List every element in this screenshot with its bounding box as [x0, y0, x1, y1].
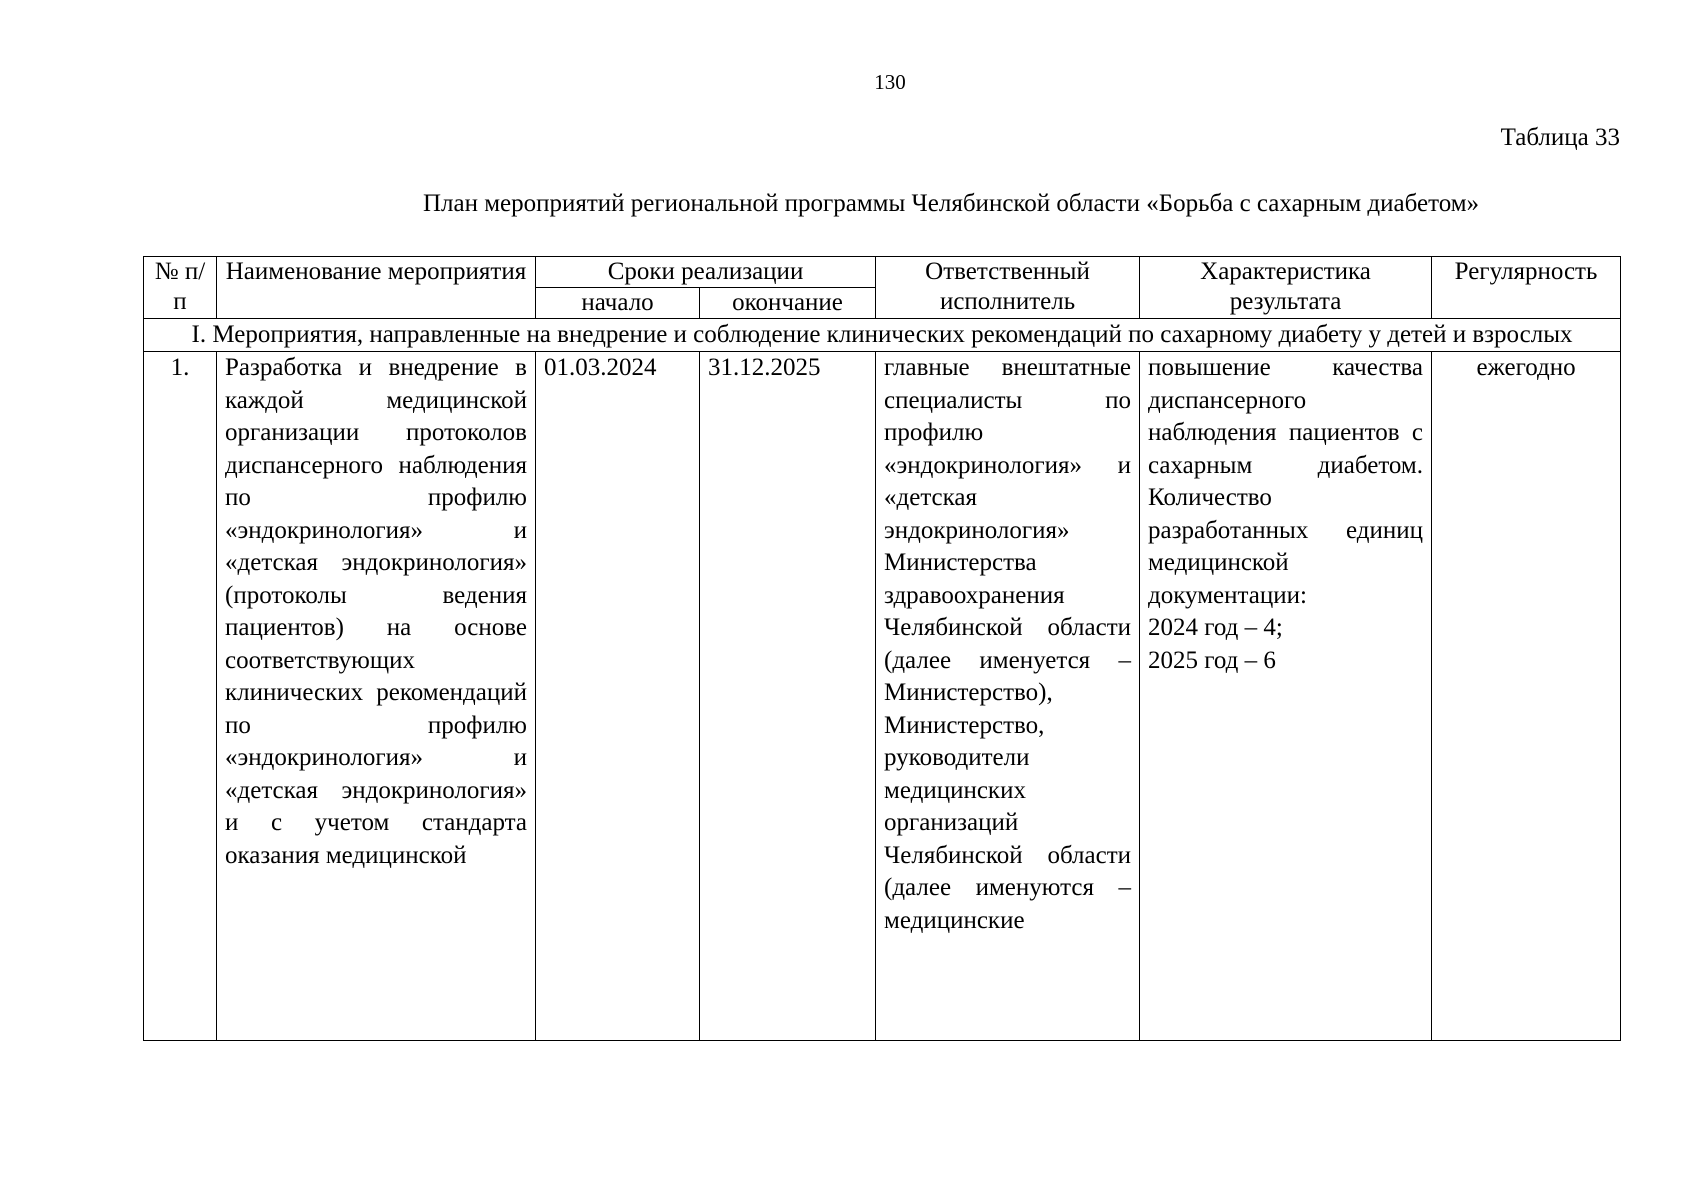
- header-regularity: Регулярность: [1432, 257, 1621, 319]
- row-name: [217, 352, 536, 1041]
- plan-table: [143, 256, 1621, 1041]
- row-responsible-text: главные внештатные специалисты по профилю «эндокринология» и «детская эндокринология» Министерства здравоохранения Челябинской области (далее именуется – Министерство), Министерство, руководители медицинских организаций Челябинской области (далее именуются – медицинские: [884, 354, 1132, 934]
- row-result: [1140, 352, 1432, 1041]
- row-name-text: Разработка и внедрение в каждой медицинской организации протоколов диспансерного наблюдения по профилю «эндокринология» и «детская эндокринология» (протоколы ведения пациентов) на основе соответствующих клинических рекомендаций по профилю «эндокринология» и «детская эндокринология» и с учетом стандарта оказания медицинской: [225, 354, 527, 869]
- row-result-2024: 2024 год – 4;: [1148, 614, 1283, 641]
- document-title: План мероприятий региональной программы Челябинской области «Борьба с сахарным диабетом»: [422, 190, 1480, 217]
- header-dates: Сроки реализации: [536, 257, 876, 288]
- header-row: [144, 257, 1621, 288]
- row-regularity: ежегодно: [1432, 352, 1621, 1041]
- row-result-text: повышение качества диспансерного наблюдения пациентов с сахарным диабетом. Количество разработанных единиц медицинской документации:: [1148, 354, 1424, 609]
- header-start: начало: [536, 288, 700, 319]
- section-row: [144, 319, 1621, 352]
- table-row: [144, 352, 1621, 1041]
- header-responsible: Ответственный исполнитель: [876, 257, 1140, 319]
- table-label: Таблица 33: [1500, 124, 1620, 151]
- header-num: № п/п: [144, 257, 217, 319]
- row-num: 1.: [144, 352, 217, 1041]
- page-number: 130: [874, 70, 906, 94]
- row-start: 01.03.2024: [536, 352, 700, 1041]
- section-title: I. Мероприятия, направленные на внедрение и соблюдение клинических рекомендаций по сахарному диабету у детей и взрослых: [144, 319, 1621, 352]
- row-result-2025: 2025 год – 6: [1148, 646, 1276, 674]
- header-result: Характеристика результата: [1140, 257, 1432, 319]
- row-responsible: [876, 352, 1140, 1041]
- header-end: окончание: [700, 288, 876, 319]
- header-name: Наименование мероприятия: [217, 257, 536, 319]
- row-end: 31.12.2025: [700, 352, 876, 1041]
